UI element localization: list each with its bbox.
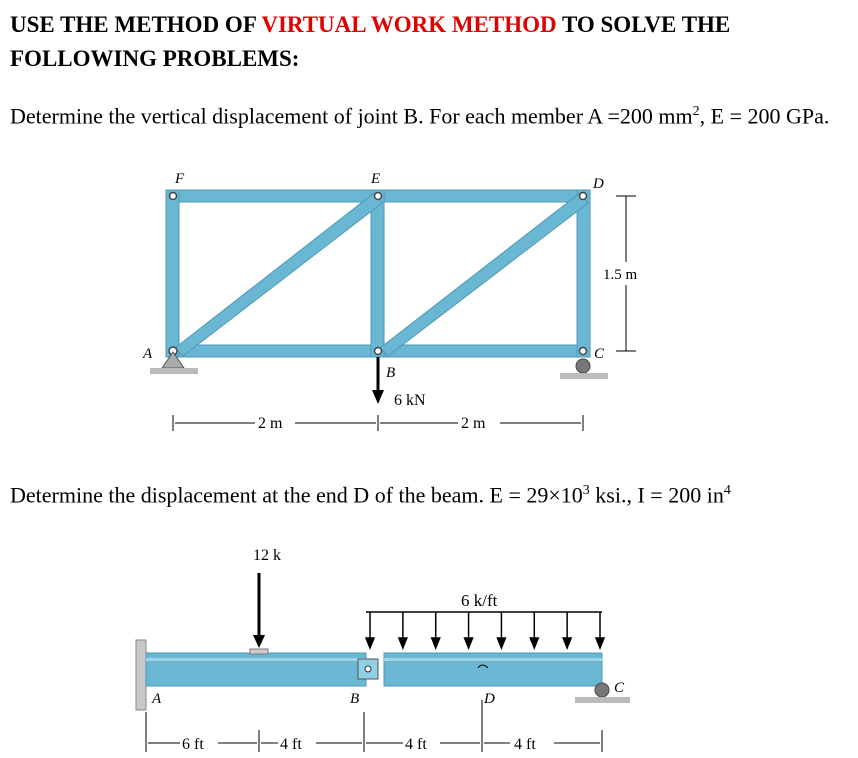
beam-label-c: C bbox=[614, 680, 625, 696]
distributed-load-label: 6 k/ft bbox=[461, 591, 498, 610]
span-dimension bbox=[173, 415, 583, 431]
height-label: 1.5 m bbox=[603, 267, 638, 283]
heading-highlight: VIRTUAL WORK METHOD bbox=[261, 12, 557, 37]
dim-label-1: 6 ft bbox=[182, 736, 204, 753]
member-cd bbox=[577, 190, 590, 357]
member-bc bbox=[377, 345, 584, 357]
roller-support-c-beam bbox=[575, 683, 630, 703]
heading-part3: TO SOLVE THE FOLLOWING PROBLEMS: bbox=[10, 12, 731, 71]
point-d-marker bbox=[478, 665, 488, 668]
joint-label-b: B bbox=[386, 365, 396, 381]
udl-arrow-head bbox=[530, 638, 538, 648]
load-plate bbox=[250, 649, 268, 654]
udl-arrow-head bbox=[399, 638, 407, 648]
dim-label-2: 4 ft bbox=[280, 736, 302, 753]
heading bbox=[10, 8, 850, 76]
truss-pins bbox=[169, 193, 587, 356]
problem-2-statement bbox=[10, 475, 850, 510]
member-ed bbox=[377, 190, 584, 202]
point-load-label: 12 k bbox=[253, 547, 281, 564]
problem-2-sup2: 4 bbox=[723, 483, 731, 498]
problem-1-text-b: , E = 200 GPa. bbox=[699, 103, 830, 129]
heading-part1: USE THE METHOD OF bbox=[10, 12, 262, 37]
span-right-label: 2 m bbox=[461, 415, 486, 432]
truss-members bbox=[166, 190, 590, 357]
udl-arrow-head bbox=[465, 638, 473, 648]
hinge-b bbox=[358, 659, 378, 679]
problem-1-text-a: Determine the vertical displacement of joint B. For each member A =200 mm bbox=[10, 103, 693, 129]
problem-1-sup: 2 bbox=[692, 104, 700, 119]
joint-label-d: D bbox=[593, 176, 604, 192]
problem-1-statement bbox=[10, 96, 850, 131]
beam-label-a: A bbox=[152, 691, 162, 707]
udl-arrow-head bbox=[497, 638, 505, 648]
member-ae bbox=[175, 193, 382, 356]
member-ab bbox=[172, 345, 377, 357]
member-be bbox=[371, 190, 384, 357]
point-load-arrow bbox=[253, 573, 265, 648]
udl-arrow-head bbox=[366, 638, 374, 648]
load-arrow-b bbox=[372, 357, 384, 404]
load-label: 6 kN bbox=[394, 392, 426, 409]
joint-label-e: E bbox=[371, 171, 381, 187]
joint-label-c: C bbox=[594, 346, 605, 362]
distributed-load bbox=[366, 612, 604, 648]
beam-segment-bc bbox=[384, 653, 602, 686]
roller-support-c bbox=[560, 359, 608, 379]
height-dimension bbox=[616, 196, 636, 351]
problem-2-sup1: 3 bbox=[582, 483, 590, 498]
udl-arrow-head bbox=[596, 638, 604, 648]
pin-support-a bbox=[150, 352, 198, 374]
problem-2-text-b: ksi., I = 200 in bbox=[589, 482, 724, 508]
joint-label-f: F bbox=[175, 171, 185, 187]
member-fe bbox=[172, 190, 377, 202]
member-af bbox=[166, 190, 179, 357]
dim-label-4: 4 ft bbox=[514, 736, 536, 753]
fixed-support-a bbox=[136, 640, 146, 710]
beam-dimension bbox=[146, 700, 602, 752]
joint-label-a: A bbox=[143, 346, 153, 362]
span-left-label: 2 m bbox=[258, 415, 283, 432]
dim-label-3: 4 ft bbox=[405, 736, 427, 753]
udl-arrow-head bbox=[432, 638, 440, 648]
member-bd bbox=[380, 193, 588, 356]
udl-arrow-head bbox=[563, 638, 571, 648]
problem-2-text-a: Determine the displacement at the end D of the beam. E = 29×10 bbox=[10, 482, 583, 508]
beam-label-b: B bbox=[350, 691, 360, 707]
beam-label-d: D bbox=[484, 691, 495, 707]
beam-segment-ab bbox=[146, 653, 366, 686]
